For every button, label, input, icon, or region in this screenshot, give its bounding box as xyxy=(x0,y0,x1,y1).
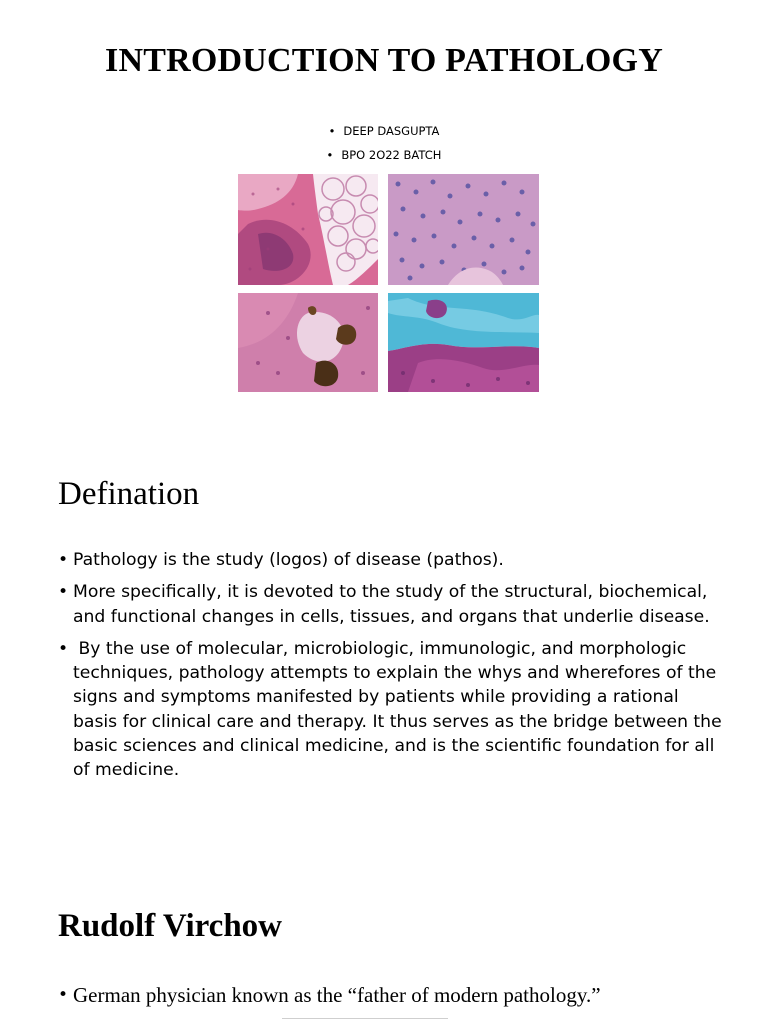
bullet-icon: • xyxy=(58,985,69,1005)
list-item-text: Pathology is the study (logos) of disease (pathos). xyxy=(73,550,504,570)
author-name: • DEEP DASGUPTA xyxy=(0,122,768,146)
definition-heading: Defination xyxy=(58,476,200,512)
list-item xyxy=(58,637,728,783)
bullet-icon: • xyxy=(58,550,69,570)
list-item-text: By the use of molecular, microbiologic, immunologic, and morphologic techniques, pathology attempts to explain the whys and wherefores of the signs and symptoms manifested by patients while providing a rational basis for clinical care and therapy. It thus serves as the bridge between the basic sciences and clinical medicine, and is the scientific foundation for all of medicine. xyxy=(73,638,728,781)
virchow-heading: Rudolf Virchow xyxy=(58,908,283,944)
page-title: INTRODUCTION TO PATHOLOGY xyxy=(105,42,663,79)
bullet-icon: • xyxy=(58,582,69,603)
list-item xyxy=(58,980,738,1010)
bullet-icon: • xyxy=(58,638,69,659)
histology-panel-trichrome xyxy=(388,293,539,392)
author-list xyxy=(0,122,768,170)
histology-panel-liver xyxy=(388,174,539,285)
histology-figure xyxy=(238,174,539,392)
list-item-text: More specifically, it is devoted to the study of the structural, biochemical, and functional changes in cells, tissues, and organs that underlie disease. xyxy=(73,582,710,627)
definition-list xyxy=(58,548,728,791)
batch-label: • BPO 2O22 BATCH xyxy=(0,146,768,170)
histology-panel-adipose xyxy=(238,174,378,285)
histology-panel-pigment xyxy=(238,293,378,392)
list-item xyxy=(58,580,728,629)
virchow-list xyxy=(58,980,738,1010)
list-item xyxy=(58,548,728,572)
list-item-text: German physician known as the “father of modern pathology.” xyxy=(73,983,601,1007)
title-slide xyxy=(0,0,768,420)
